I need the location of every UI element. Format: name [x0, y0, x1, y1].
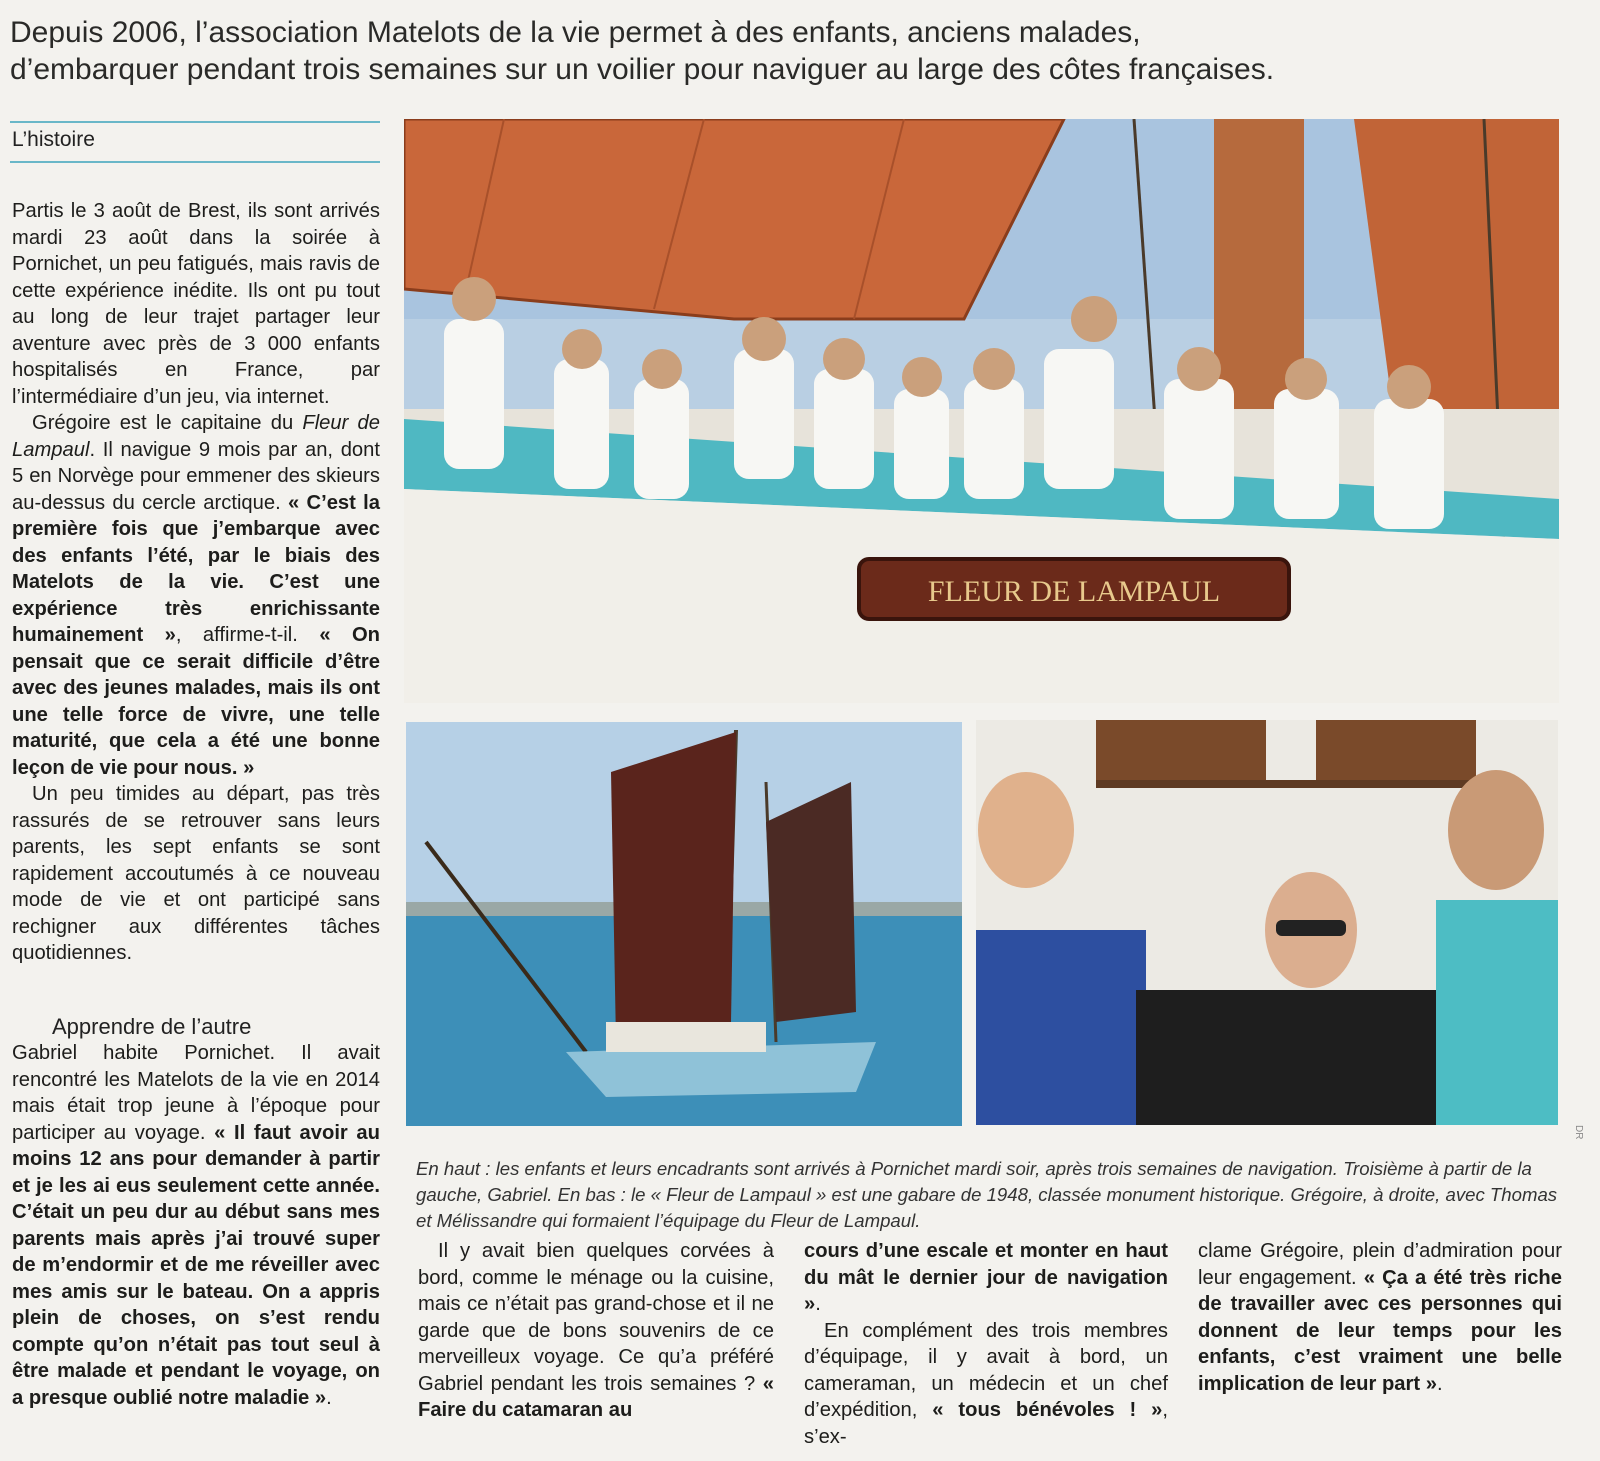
quote-gabriel-2-cont: cours d’une escale et monter en haut du mât le dernier jour de navigation » [804, 1240, 1168, 1315]
text-run: Il y avait bien quelques corvées à bord, comme le ménage ou la cuisine, mais ce n’était pas grand-chose et il ne garde que de bons souvenirs de ce merveilleux voyage. Ce qu’a préféré Gabriel pendant les trois semaines ? [418, 1240, 774, 1395]
col1-paragraph-1: Partis le 3 août de Brest, ils sont arrivés mardi 23 août dans la soirée à Pornichet, un peu fatigués, mais ravis de cette expérience inédite. Ils ont pu tout au long de leur trajet partager leur aventure avec près de 3 000 enfants hospitalisés en France, par l’intermédiaire d’un jeu, via internet. [12, 200, 380, 408]
crew-photo-illustration [404, 119, 1559, 703]
photo-crew-portrait [976, 720, 1558, 1125]
quote-gabriel: « Il faut avoir au moins 12 ans pour demander à partir et je les ai eus seulement cette année. C’était un peu dur au début sans mes parents mais après j’ai trouvé super de m’endormir et de me réveiller avec mes amis sur le bateau. On a appris plein de choses, on s’est rendu compte qu’on n’était pas tout seul à être malade et pendant le voyage, on a presque oublié notre maladie » [12, 1121, 380, 1409]
caption-text: En haut : les enfants et leurs encadrants sont arrivés à Pornichet mardi soir, après trois semaines de navigation. Troisième à partir de la gauche, Gabriel. En bas : le « Fleur de Lampaul » est une gabare de 1948, classée monument historique. Grégoire, à droite, avec Thomas et Mélissandre qui formaient l’équipage du Fleur de Lampaul. [416, 1158, 1558, 1231]
photo-credit: DR [1573, 1125, 1584, 1140]
col3-paragraph-2 [804, 1318, 1168, 1451]
column-1 [12, 198, 380, 967]
text-run: . Il navigue 9 mois par an, dont 5 en Norvège pour emmener des skieurs au-dessus du cercle arctique. [12, 438, 380, 514]
text-run: , s’ex- [804, 1399, 1169, 1448]
text-run: clame Grégoire, plein d’admiration pour leur engagement. [1198, 1240, 1562, 1289]
text-run: . [1436, 1372, 1443, 1395]
text-run: , affirme-t-il. [175, 624, 320, 646]
boat-nameplate-text: FLEUR DE LAMPAUL [927, 575, 1221, 608]
quote-volunteers: « tous bénévoles ! » [932, 1399, 1163, 1421]
photo-crew-on-deck [404, 119, 1559, 703]
quote-captain-2: « On pensait que ce serait difficile d’être avec des jeunes malades, mais ils ont une telle force de vivre, une telle maturité, que cela a été une bonne leçon de vie pour nous. » [12, 624, 380, 779]
column-2 [418, 1238, 774, 1424]
text-run: Gabriel habite Pornichet. Il avait rencontré les Matelots de la vie en 2014 mais était trop jeune à l’époque pour participer au voyage. [12, 1042, 380, 1144]
lead-line-2: d’embarquer pendant trois semaines sur un voilier pour naviguer au large des côtes françaises. [10, 53, 1275, 86]
quote-gabriel-2: « Faire du catamaran au [418, 1372, 774, 1421]
subheading: Apprendre de l’autre [52, 1014, 252, 1039]
quote-captain-1: « C’est la première fois que j’embarque avec des enfants l’été, par le biais des Matelots de la vie. C’est une expérience très enrichissante humainement » [12, 491, 380, 646]
col3-paragraph-1 [804, 1238, 1168, 1318]
text-run: . [815, 1293, 821, 1315]
column-1-continued [12, 1040, 380, 1411]
col1-paragraph-4 [12, 1040, 380, 1411]
photo-caption [416, 1156, 1566, 1234]
lead-line-1: Depuis 2006, l’association Matelots de la vie permet à des enfants, anciens malades, [10, 16, 1141, 49]
article-lead [10, 14, 1570, 88]
photo-sailing-boat [406, 722, 962, 1126]
column-4 [1198, 1238, 1562, 1397]
col1-paragraph-3: Un peu timides au départ, pas très rassurés de se retrouver sans leurs parents, les sept enfants se sont rapidement accoutumés à ce nouveau mode de vie et ont participé sans rechigner aux différentes tâches quotidiennes. [12, 783, 380, 964]
text-run: Grégoire est le capitaine du [32, 412, 303, 434]
section-rule-bottom [10, 161, 380, 163]
portrait-illustration [976, 720, 1558, 1125]
text-run: . [326, 1386, 332, 1409]
quote-captain-3: « Ça a été très riche de travailler avec ces personnes qui donnent de leur temps pour les enfants, c’est vraiment une belle implication de leur part » [1198, 1266, 1562, 1395]
col2-paragraph [418, 1238, 774, 1424]
text-run: En complément des trois membres d’équipage, il y avait à bord, un cameraman, un médecin et un chef d’expédition, [804, 1319, 1168, 1421]
col4-paragraph [1198, 1238, 1562, 1397]
boat-name: Fleur de Lampaul [12, 412, 380, 461]
section-rule-top [10, 121, 380, 123]
section-label: L’histoire [12, 128, 95, 151]
column-3 [804, 1238, 1168, 1450]
sailboat-illustration [406, 722, 962, 1126]
col1-paragraph-2 [12, 410, 380, 781]
